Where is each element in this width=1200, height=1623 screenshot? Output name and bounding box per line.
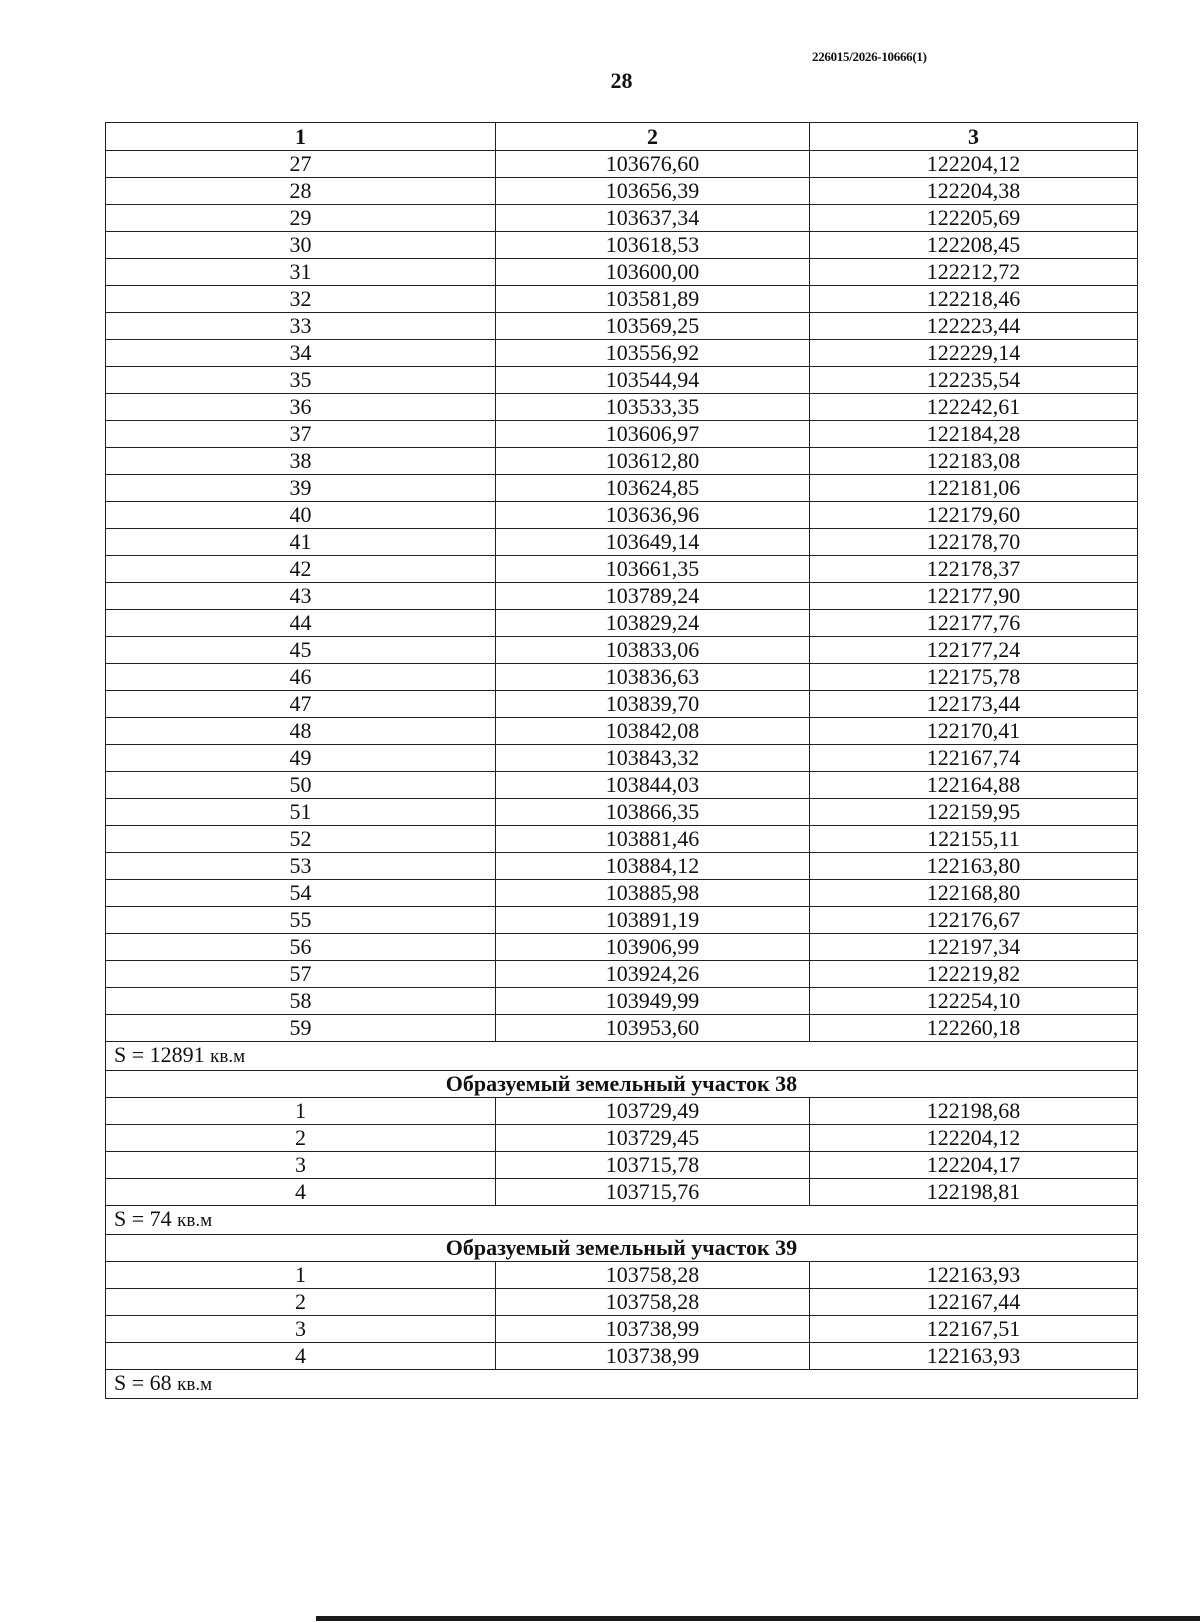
x-coordinate-cell: 103839,70: [496, 691, 810, 718]
x-coordinate-cell: 103533,35: [496, 394, 810, 421]
point-number-cell: 47: [106, 691, 496, 718]
y-coordinate-cell: 122177,24: [810, 637, 1138, 664]
y-coordinate-cell: 122155,11: [810, 826, 1138, 853]
area-unit: кв.м: [177, 1374, 213, 1395]
table-row: [106, 313, 1138, 340]
x-coordinate-cell: 103843,32: [496, 745, 810, 772]
y-coordinate-cell: 122242,61: [810, 394, 1138, 421]
x-coordinate-cell: 103636,96: [496, 502, 810, 529]
table-row: [106, 1316, 1138, 1343]
table-row: [106, 475, 1138, 502]
table-row: [106, 637, 1138, 664]
table-row: [106, 529, 1138, 556]
y-coordinate-cell: 122177,76: [810, 610, 1138, 637]
coordinates-table: [105, 122, 1138, 1399]
area-row: [106, 1042, 1138, 1071]
area-cell: [106, 1370, 1138, 1399]
table-row: [106, 1343, 1138, 1370]
table-row: [106, 826, 1138, 853]
table-row: [106, 583, 1138, 610]
x-coordinate-cell: 103884,12: [496, 853, 810, 880]
y-coordinate-cell: 122235,54: [810, 367, 1138, 394]
table-row: [106, 880, 1138, 907]
x-coordinate-cell: 103600,00: [496, 259, 810, 286]
y-coordinate-cell: 122254,10: [810, 988, 1138, 1015]
y-coordinate-cell: 122163,80: [810, 853, 1138, 880]
x-coordinate-cell: 103953,60: [496, 1015, 810, 1042]
point-number-cell: 4: [106, 1179, 496, 1206]
y-coordinate-cell: 122260,18: [810, 1015, 1138, 1042]
table-row: [106, 178, 1138, 205]
y-coordinate-cell: 122208,45: [810, 232, 1138, 259]
point-number-cell: 59: [106, 1015, 496, 1042]
y-coordinate-cell: 122167,74: [810, 745, 1138, 772]
y-coordinate-cell: 122168,80: [810, 880, 1138, 907]
section-title: Образуемый земельный участок 39: [106, 1235, 1138, 1262]
point-number-cell: 41: [106, 529, 496, 556]
page-number: 28: [610, 68, 633, 93]
table-row: [106, 394, 1138, 421]
point-number-cell: 50: [106, 772, 496, 799]
y-coordinate-cell: 122163,93: [810, 1343, 1138, 1370]
point-number-cell: 58: [106, 988, 496, 1015]
table-row: [106, 772, 1138, 799]
area-value: S = 74: [114, 1206, 172, 1231]
table-row: [106, 745, 1138, 772]
x-coordinate-cell: 103906,99: [496, 934, 810, 961]
point-number-cell: 30: [106, 232, 496, 259]
point-number-cell: 40: [106, 502, 496, 529]
point-number-cell: 31: [106, 259, 496, 286]
y-coordinate-cell: 122183,08: [810, 448, 1138, 475]
x-coordinate-cell: 103637,34: [496, 205, 810, 232]
y-coordinate-cell: 122178,70: [810, 529, 1138, 556]
point-number-cell: 35: [106, 367, 496, 394]
point-number-cell: 1: [106, 1098, 496, 1125]
area-unit: кв.м: [177, 1210, 213, 1231]
x-coordinate-cell: 103866,35: [496, 799, 810, 826]
y-coordinate-cell: 122176,67: [810, 907, 1138, 934]
point-number-cell: 3: [106, 1152, 496, 1179]
table-row: [106, 205, 1138, 232]
table-row: [106, 934, 1138, 961]
y-coordinate-cell: 122164,88: [810, 772, 1138, 799]
table-row: [106, 1125, 1138, 1152]
x-coordinate-cell: 103949,99: [496, 988, 810, 1015]
x-coordinate-cell: 103789,24: [496, 583, 810, 610]
y-coordinate-cell: 122197,34: [810, 934, 1138, 961]
x-coordinate-cell: 103606,97: [496, 421, 810, 448]
point-number-cell: 56: [106, 934, 496, 961]
table-row: [106, 961, 1138, 988]
x-coordinate-cell: 103738,99: [496, 1316, 810, 1343]
table-row: [106, 853, 1138, 880]
table-row: [106, 718, 1138, 745]
table-row: [106, 664, 1138, 691]
table-row: [106, 799, 1138, 826]
table-row: [106, 448, 1138, 475]
bottom-border-line: [316, 1616, 1200, 1621]
point-number-cell: 55: [106, 907, 496, 934]
x-coordinate-cell: 103729,45: [496, 1125, 810, 1152]
x-coordinate-cell: 103612,80: [496, 448, 810, 475]
point-number-cell: 29: [106, 205, 496, 232]
area-row: [106, 1206, 1138, 1235]
y-coordinate-cell: 122223,44: [810, 313, 1138, 340]
y-coordinate-cell: 122159,95: [810, 799, 1138, 826]
y-coordinate-cell: 122229,14: [810, 340, 1138, 367]
table-row: [106, 421, 1138, 448]
point-number-cell: 48: [106, 718, 496, 745]
y-coordinate-cell: 122177,90: [810, 583, 1138, 610]
table-row: [106, 907, 1138, 934]
table-row: [106, 286, 1138, 313]
x-coordinate-cell: 103885,98: [496, 880, 810, 907]
x-coordinate-cell: 103729,49: [496, 1098, 810, 1125]
x-coordinate-cell: 103556,92: [496, 340, 810, 367]
x-coordinate-cell: 103844,03: [496, 772, 810, 799]
x-coordinate-cell: 103715,78: [496, 1152, 810, 1179]
point-number-cell: 49: [106, 745, 496, 772]
x-coordinate-cell: 103924,26: [496, 961, 810, 988]
x-coordinate-cell: 103544,94: [496, 367, 810, 394]
point-number-cell: 54: [106, 880, 496, 907]
x-coordinate-cell: 103661,35: [496, 556, 810, 583]
y-coordinate-cell: 122204,38: [810, 178, 1138, 205]
y-coordinate-cell: 122198,81: [810, 1179, 1138, 1206]
y-coordinate-cell: 122167,44: [810, 1289, 1138, 1316]
point-number-cell: 46: [106, 664, 496, 691]
x-coordinate-cell: 103581,89: [496, 286, 810, 313]
point-number-cell: 52: [106, 826, 496, 853]
point-number-cell: 33: [106, 313, 496, 340]
y-coordinate-cell: 122173,44: [810, 691, 1138, 718]
point-number-cell: 43: [106, 583, 496, 610]
table-row: [106, 988, 1138, 1015]
y-coordinate-cell: 122170,41: [810, 718, 1138, 745]
y-coordinate-cell: 122167,51: [810, 1316, 1138, 1343]
table-row: [106, 1015, 1138, 1042]
x-coordinate-cell: 103891,19: [496, 907, 810, 934]
y-coordinate-cell: 122219,82: [810, 961, 1138, 988]
point-number-cell: 27: [106, 151, 496, 178]
y-coordinate-cell: 122205,69: [810, 205, 1138, 232]
point-number-cell: 32: [106, 286, 496, 313]
point-number-cell: 44: [106, 610, 496, 637]
area-unit: кв.м: [210, 1046, 246, 1067]
area-row: [106, 1370, 1138, 1399]
section-title-row: [106, 1071, 1138, 1098]
point-number-cell: 37: [106, 421, 496, 448]
document-id: 226015/2026-10666(1): [812, 49, 927, 64]
y-coordinate-cell: 122204,12: [810, 1125, 1138, 1152]
point-number-cell: 45: [106, 637, 496, 664]
x-coordinate-cell: 103618,53: [496, 232, 810, 259]
x-coordinate-cell: 103676,60: [496, 151, 810, 178]
section-title: Образуемый земельный участок 38: [106, 1071, 1138, 1098]
point-number-cell: 4: [106, 1343, 496, 1370]
y-coordinate-cell: 122175,78: [810, 664, 1138, 691]
y-coordinate-cell: 122178,37: [810, 556, 1138, 583]
table-header-row: [106, 123, 1138, 151]
y-coordinate-cell: 122198,68: [810, 1098, 1138, 1125]
x-coordinate-cell: 103758,28: [496, 1289, 810, 1316]
y-coordinate-cell: 122184,28: [810, 421, 1138, 448]
x-coordinate-cell: 103738,99: [496, 1343, 810, 1370]
point-number-cell: 36: [106, 394, 496, 421]
point-number-cell: 1: [106, 1262, 496, 1289]
point-number-cell: 2: [106, 1125, 496, 1152]
table-row: [106, 1152, 1138, 1179]
x-coordinate-cell: 103656,39: [496, 178, 810, 205]
table-row: [106, 232, 1138, 259]
area-value: S = 68: [114, 1370, 172, 1395]
x-coordinate-cell: 103833,06: [496, 637, 810, 664]
x-coordinate-cell: 103649,14: [496, 529, 810, 556]
point-number-cell: 42: [106, 556, 496, 583]
y-coordinate-cell: 122204,17: [810, 1152, 1138, 1179]
table-row: [106, 691, 1138, 718]
x-coordinate-cell: 103569,25: [496, 313, 810, 340]
point-number-cell: 51: [106, 799, 496, 826]
table-row: [106, 1098, 1138, 1125]
table-row: [106, 556, 1138, 583]
table-row: [106, 259, 1138, 286]
point-number-cell: 57: [106, 961, 496, 988]
point-number-cell: 3: [106, 1316, 496, 1343]
table-row: [106, 340, 1138, 367]
section-title-row: [106, 1235, 1138, 1262]
y-coordinate-cell: 122212,72: [810, 259, 1138, 286]
table-row: [106, 367, 1138, 394]
table-row: [106, 610, 1138, 637]
y-coordinate-cell: 122218,46: [810, 286, 1138, 313]
table-row: [106, 1179, 1138, 1206]
column-header: 1: [106, 123, 496, 151]
x-coordinate-cell: 103881,46: [496, 826, 810, 853]
area-cell: [106, 1206, 1138, 1235]
table-row: [106, 151, 1138, 178]
point-number-cell: 28: [106, 178, 496, 205]
table-row: [106, 1262, 1138, 1289]
table-row: [106, 502, 1138, 529]
x-coordinate-cell: 103758,28: [496, 1262, 810, 1289]
column-header: 3: [810, 123, 1138, 151]
point-number-cell: 34: [106, 340, 496, 367]
point-number-cell: 2: [106, 1289, 496, 1316]
area-value: S = 12891: [114, 1042, 205, 1067]
y-coordinate-cell: 122181,06: [810, 475, 1138, 502]
table-row: [106, 1289, 1138, 1316]
x-coordinate-cell: 103829,24: [496, 610, 810, 637]
x-coordinate-cell: 103842,08: [496, 718, 810, 745]
x-coordinate-cell: 103715,76: [496, 1179, 810, 1206]
area-cell: [106, 1042, 1138, 1071]
column-header: 2: [496, 123, 810, 151]
y-coordinate-cell: 122179,60: [810, 502, 1138, 529]
point-number-cell: 39: [106, 475, 496, 502]
point-number-cell: 53: [106, 853, 496, 880]
x-coordinate-cell: 103836,63: [496, 664, 810, 691]
y-coordinate-cell: 122163,93: [810, 1262, 1138, 1289]
y-coordinate-cell: 122204,12: [810, 151, 1138, 178]
x-coordinate-cell: 103624,85: [496, 475, 810, 502]
point-number-cell: 38: [106, 448, 496, 475]
